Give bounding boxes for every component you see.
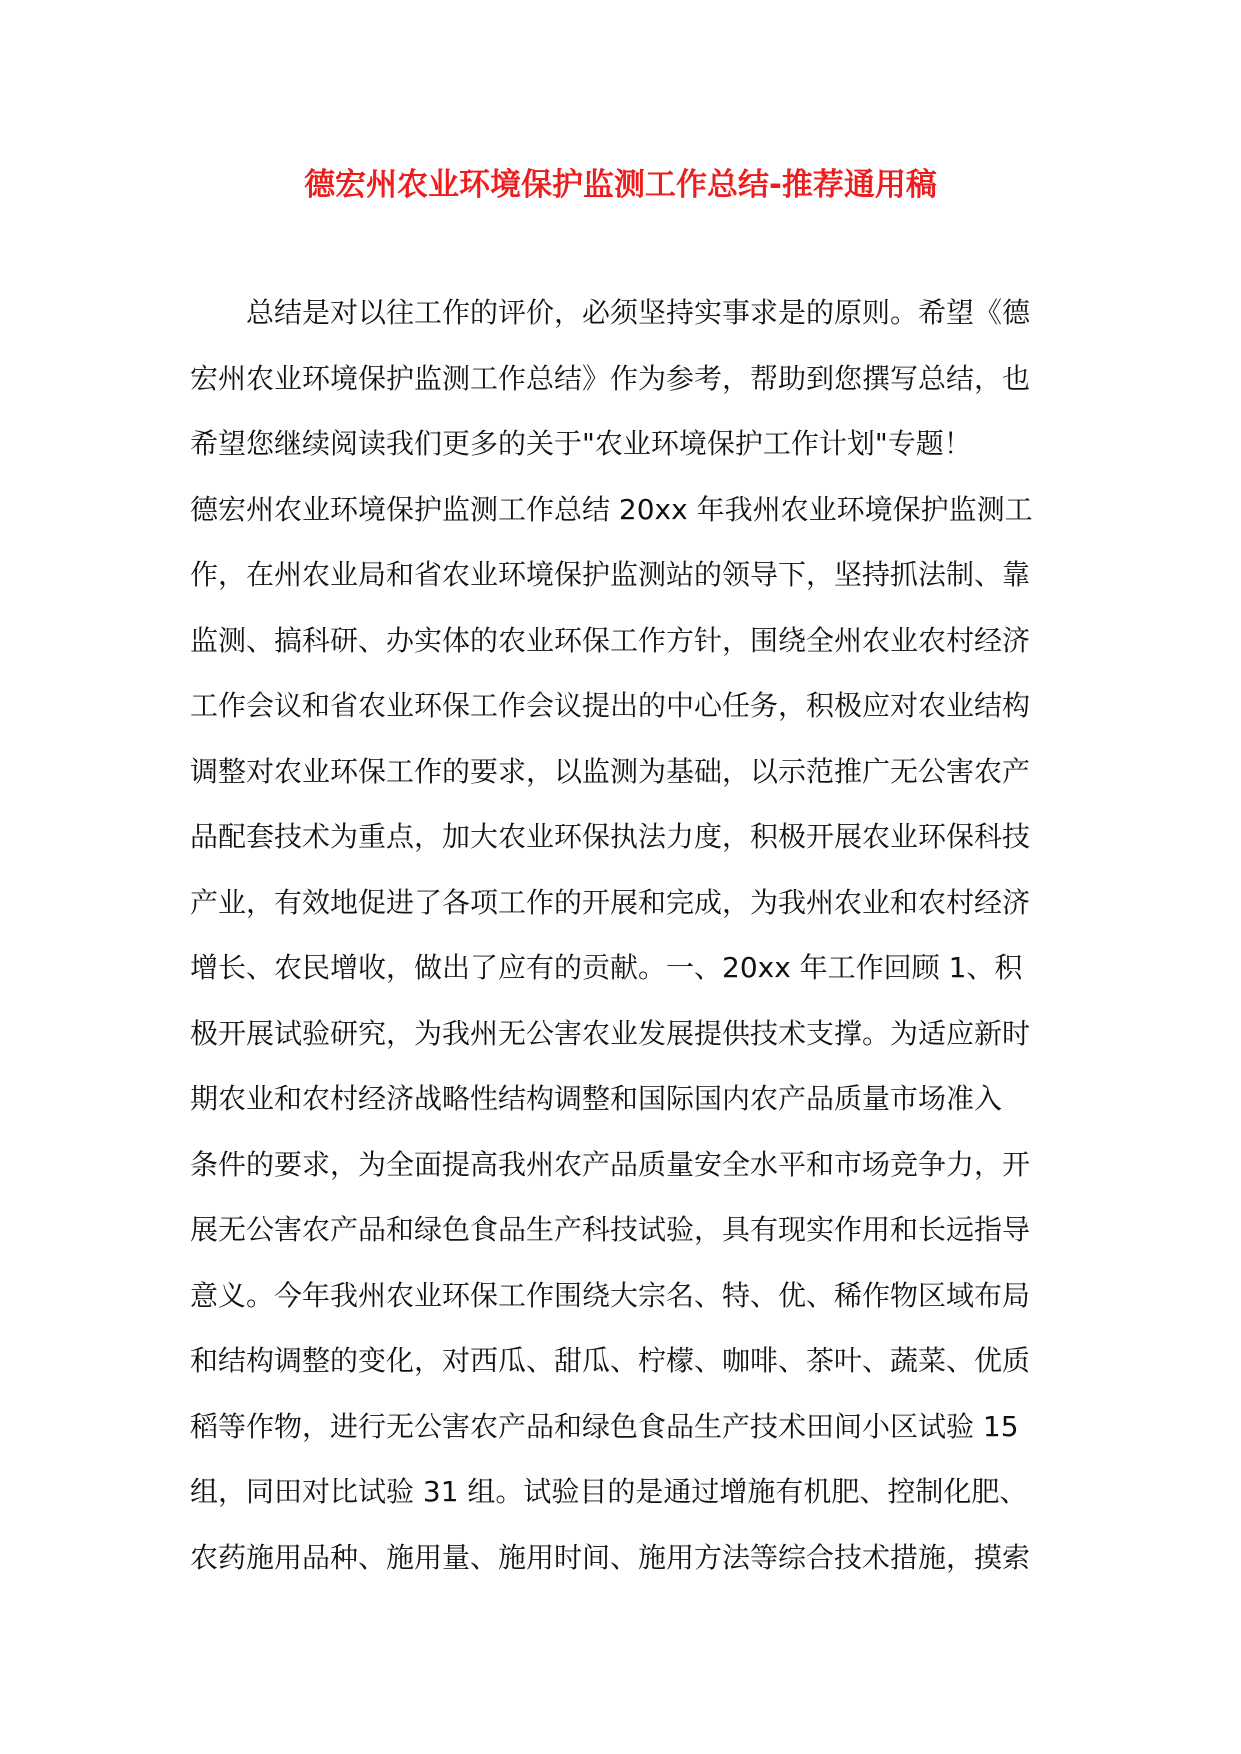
paragraph-line: 产业，有效地促进了各项工作的开展和完成，为我州农业和农村经济 (190, 885, 1031, 919)
paragraph-line: 德宏州农业环境保护监测工作总结 20xx 年我州农业环境保护监测工 (190, 492, 1033, 526)
paragraph-line: 期农业和农村经济战略性结构调整和国际国内农产品质量市场准入 (190, 1082, 1003, 1115)
paragraph-line: 总结是对以往工作的评价，必须坚持实事求是的原则。希望《德 (246, 296, 1031, 329)
paragraph-line: 和结构调整的变化，对西瓜、甜瓜、柠檬、咖啡、茶叶、蔬菜、优质 (190, 1344, 1031, 1377)
paragraph-line: 展无公害农产品和绿色食品生产科技试验，具有现实作用和长远指导 (190, 1213, 1031, 1246)
paragraph-line: 增长、农民增收，做出了应有的贡献。一、20xx 年工作回顾 1、积 (190, 951, 1023, 984)
paragraph-line: 品配套技术为重点，加大农业环保执法力度，积极开展农业环保科技 (190, 820, 1031, 853)
document-body (190, 293, 1060, 1603)
document-title: 德宏州农业环境保护监测工作总结-推荐通用稿 (304, 167, 937, 203)
paragraph-line: 工作会议和省农业环保工作会议提出的中心任务，积极应对农业结构 (190, 689, 1031, 722)
paragraph-line: 农药施用品种、施用量、施用时间、施用方法等综合技术措施，摸索 (190, 1540, 1031, 1574)
paragraph-line: 极开展试验研究，为我州无公害农业发展提供技术支撑。为适应新时 (190, 1016, 1031, 1050)
paragraph-line: 组，同田对比试验 31 组。试验目的是通过增施有机肥、控制化肥、 (190, 1475, 1028, 1508)
paragraph-line: 希望您继续阅读我们更多的关于"农业环境保护工作计划"专题！ (190, 427, 972, 460)
paragraph-line: 宏州农业环境保护监测工作总结》作为参考，帮助到您撰写总结，也 (190, 361, 1031, 395)
paragraph-line: 稻等作物，进行无公害农产品和绿色食品生产技术田间小区试验 15 (190, 1409, 1019, 1443)
paragraph-line: 监测、搞科研、办实体的农业环保工作方针，围绕全州农业农村经济 (190, 623, 1031, 657)
paragraph-line: 意义。今年我州农业环保工作围绕大宗名、特、优、稀作物区域布局 (190, 1278, 1031, 1312)
paragraph-line: 作，在州农业局和省农业环境保护监测站的领导下，坚持抓法制、靠 (190, 558, 1031, 591)
paragraph-line: 调整对农业环保工作的要求，以监测为基础，以示范推广无公害农产 (190, 754, 1031, 788)
paragraph-line: 条件的要求，为全面提高我州农产品质量安全水平和市场竞争力，开 (190, 1147, 1031, 1181)
